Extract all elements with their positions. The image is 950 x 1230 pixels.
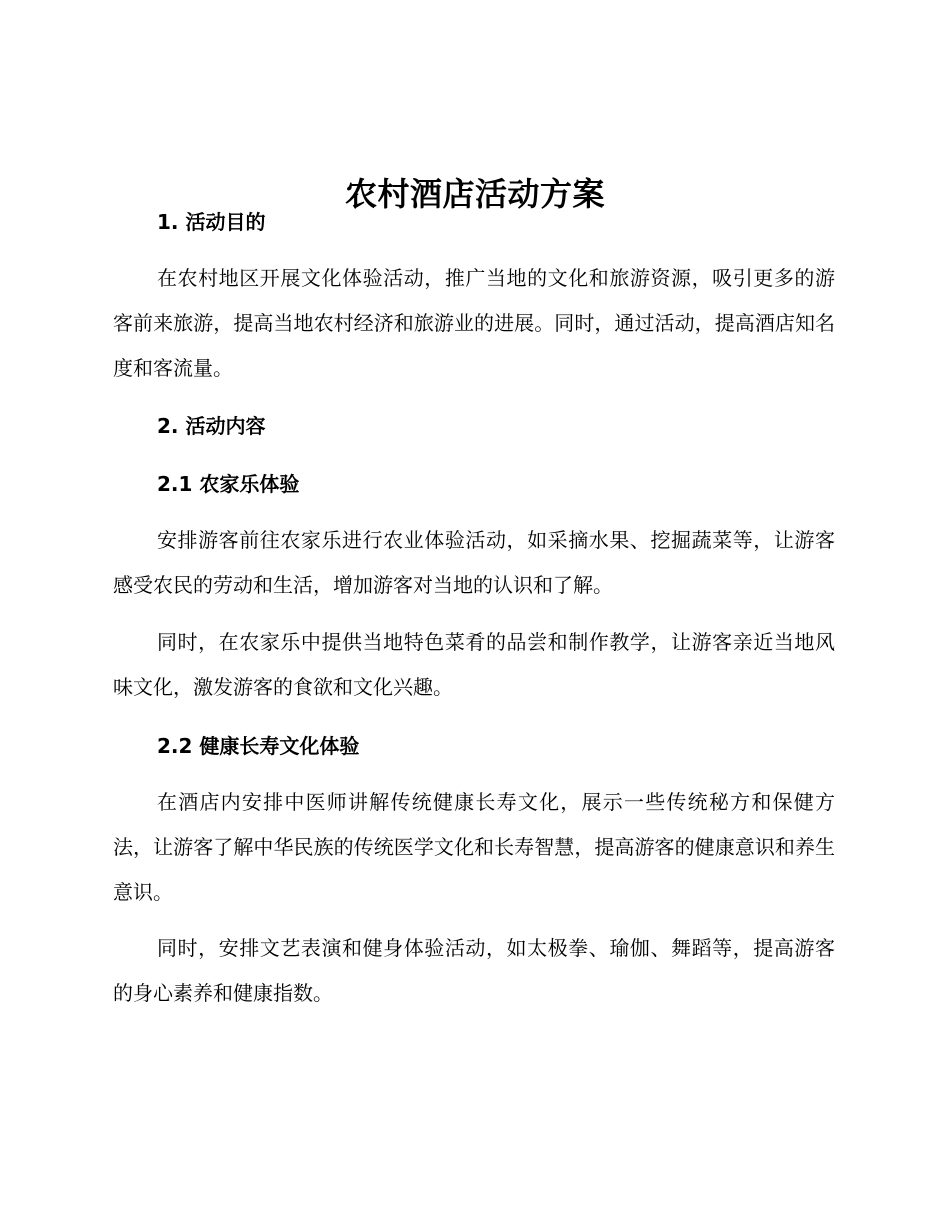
section-heading-purpose: 1. 活动目的 (157, 210, 266, 234)
paragraph-longevity-2: 同时，安排文艺表演和健身体验活动，如太极拳、瑜伽、舞蹈等，提高游客的身心素养和健康指数。 (113, 936, 835, 1005)
paragraph-farm-1: 安排游客前往农家乐进行农业体验活动，如采摘水果、挖掘蔬菜等，让游客感受农民的劳动和生活，增加游客对当地的认识和了解。 (113, 528, 835, 597)
section-heading-farm-experience: 2.1 农家乐体验 (157, 472, 300, 496)
paragraph-purpose: 在农村地区开展文化体验活动，推广当地的文化和旅游资源，吸引更多的游客前来旅游，提高当地农村经济和旅游业的进展。同时，通过活动，提高酒店知名度和客流量。 (113, 266, 835, 380)
section-heading-content: 2. 活动内容 (157, 414, 266, 438)
paragraph-farm-2: 同时，在农家乐中提供当地特色菜肴的品尝和制作教学，让游客亲近当地风味文化，激发游客的食欲和文化兴趣。 (113, 630, 835, 699)
paragraph-longevity-1: 在酒店内安排中医师讲解传统健康长寿文化，展示一些传统秘方和保健方法，让游客了解中华民族的传统医学文化和长寿智慧，提高游客的健康意识和养生意识。 (113, 790, 835, 904)
section-heading-longevity-culture: 2.2 健康长寿文化体验 (157, 734, 360, 758)
document-title: 农村酒店活动方案 (344, 175, 605, 214)
